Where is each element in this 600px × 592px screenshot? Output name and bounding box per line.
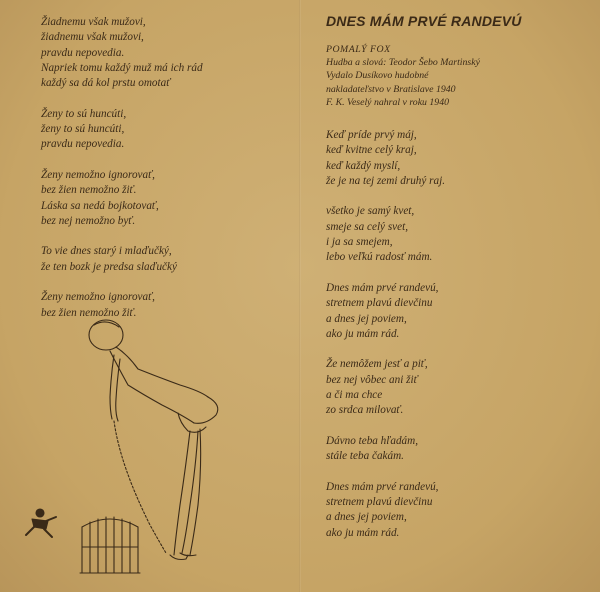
lyric-line: a dnes jej poviem, bbox=[326, 511, 407, 524]
lyric-line: stretnem plavú dievčinu bbox=[326, 496, 433, 509]
song-credits bbox=[326, 43, 586, 109]
lyric-line: lebo veľkú radosť mám. bbox=[326, 251, 433, 264]
leg-line bbox=[182, 431, 198, 553]
stanza bbox=[326, 480, 586, 541]
stanza bbox=[41, 244, 291, 275]
stanza bbox=[41, 15, 291, 91]
lyric-line: keď kvitne celý kraj, bbox=[326, 144, 417, 157]
lyric-line: bez nej vôbec ani žiť bbox=[326, 373, 418, 386]
lyric-line: Dnes mám prvé randevú, bbox=[326, 281, 439, 294]
lyric-line: keď každý myslí, bbox=[326, 159, 401, 172]
lyric-line: Dávno teba hľadám, bbox=[326, 434, 419, 447]
stanza bbox=[326, 204, 586, 265]
lyric-line: smeje sa celý svet, bbox=[326, 220, 409, 233]
credit-line: Hudba a slová: Teodor Šebo Martinský bbox=[326, 57, 480, 69]
lyric-line: Dnes mám prvé randevú, bbox=[326, 480, 439, 493]
lyric-line: zo srdca milovať. bbox=[326, 404, 404, 417]
credit-line: nakladateľstvo v Bratislave 1940 bbox=[326, 83, 456, 95]
lyric-line: stretnem plavú dievčinu bbox=[326, 297, 433, 310]
stanza bbox=[326, 357, 586, 418]
lyric-line: žiadnemu však mužovi, bbox=[41, 31, 144, 44]
lyric-line: Že nemôžem jesť a piť, bbox=[326, 358, 428, 371]
lyric-line: bez nej nemožno byť. bbox=[41, 214, 136, 227]
front-line bbox=[110, 351, 194, 423]
song-subtitle: POMALÝ FOX bbox=[326, 44, 391, 55]
stanza bbox=[41, 168, 291, 229]
running-figure-icon bbox=[26, 509, 56, 537]
stanza bbox=[326, 128, 586, 189]
back-line bbox=[116, 347, 208, 397]
page-fold bbox=[299, 0, 301, 592]
lyric-line: všetko je samý kvet, bbox=[326, 205, 415, 218]
lyric-line: bez žien nemožno žiť. bbox=[41, 184, 137, 197]
lyric-line: ženy to sú huncúti, bbox=[41, 123, 125, 136]
lyric-line: ako ju mám rád. bbox=[326, 327, 400, 340]
stanza bbox=[41, 107, 291, 153]
lyric-line: pravdu nepovedia. bbox=[41, 46, 125, 59]
lyric-line: To vie dnes starý i mlaďučký, bbox=[41, 245, 172, 258]
arm-line bbox=[110, 355, 114, 419]
lyric-line: Láska sa nedá bojkotovať, bbox=[41, 199, 159, 212]
lyric-line: že je na tej zemi druhý raj. bbox=[326, 174, 446, 187]
lyric-line: a či ma chce bbox=[326, 389, 383, 402]
stanza bbox=[326, 434, 586, 465]
lyric-line: Ženy nemožno ignorovať, bbox=[41, 291, 155, 304]
birdcage-icon bbox=[80, 517, 140, 573]
shoe bbox=[180, 553, 196, 556]
lyric-line: pravdu nepovedia. bbox=[41, 138, 125, 151]
left-lyrics bbox=[41, 15, 291, 336]
lyric-line: i ja sa smejem, bbox=[326, 236, 393, 249]
leg-line bbox=[174, 431, 190, 555]
lyric-line: Ženy nemožno ignorovať, bbox=[41, 168, 155, 181]
right-lyrics bbox=[326, 128, 586, 556]
skirt-back bbox=[194, 397, 218, 423]
song-title: DNES MÁM PRVÉ RANDEVÚ bbox=[326, 13, 522, 29]
lyric-line: Ženy to sú huncúti, bbox=[41, 107, 127, 120]
lyric-line: že ten bozk je predsa slaďučký bbox=[41, 260, 177, 273]
stanza bbox=[326, 281, 586, 342]
credit-line: F. K. Veselý nahral v roku 1940 bbox=[326, 96, 449, 108]
lyric-line: Keď príde prvý máj, bbox=[326, 129, 417, 141]
lyric-line: každý sa dá kol prstu omotať bbox=[41, 77, 171, 90]
lyric-line: stále teba čakám. bbox=[326, 450, 404, 463]
lyric-line: Žiadnemu však mužovi, bbox=[41, 16, 146, 28]
lyric-line: Napriek tomu každý muž má ich rád bbox=[41, 61, 203, 74]
woman-with-birdcage-illustration bbox=[10, 315, 240, 587]
lyric-line: ako ju mám rád. bbox=[326, 526, 400, 539]
lyric-line: bez žien nemožno žiť. bbox=[41, 306, 137, 319]
credit-line: Vydalo Dusíkovo hudobné bbox=[326, 70, 429, 82]
lyric-line: a dnes jej poviem, bbox=[326, 312, 407, 325]
